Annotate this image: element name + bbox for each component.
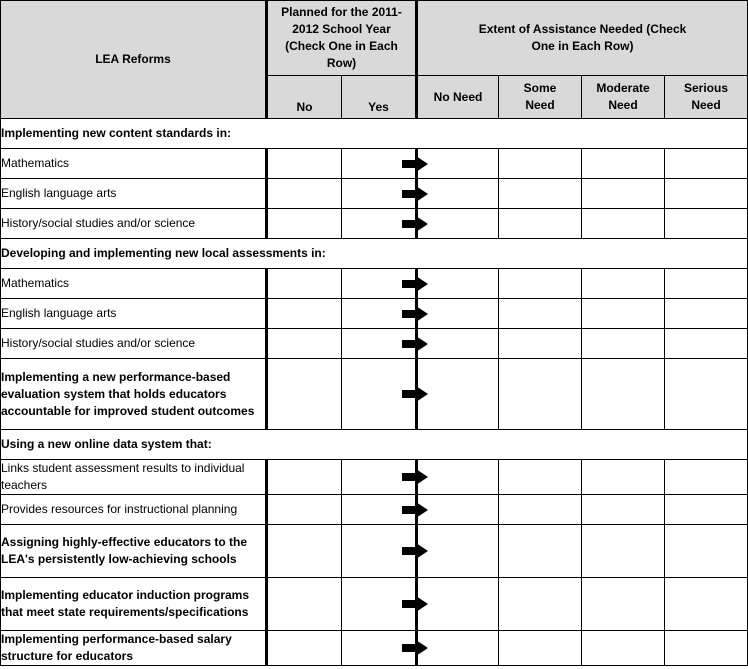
table-row <box>1 329 748 359</box>
yes-checkbox-cell[interactable] <box>342 495 417 525</box>
no-need-cell[interactable] <box>417 525 499 578</box>
reform-label: Implementing performance-based salary structure for educators <box>1 631 267 666</box>
yes-checkbox-cell[interactable] <box>342 209 417 239</box>
no-need-column-header: No Need <box>417 76 499 119</box>
serious-need-cell[interactable] <box>665 269 748 299</box>
table-row <box>1 495 748 525</box>
no-checkbox-cell[interactable] <box>267 359 342 430</box>
table-row <box>1 179 748 209</box>
moderate-need-cell[interactable] <box>582 578 665 631</box>
some-need-cell[interactable] <box>499 578 582 631</box>
yes-checkbox-cell[interactable] <box>342 359 417 430</box>
section-row <box>1 119 748 149</box>
some-need-cell[interactable] <box>499 359 582 430</box>
no-need-cell[interactable] <box>417 495 499 525</box>
serious-need-cell[interactable] <box>665 299 748 329</box>
right-arrow-icon <box>402 469 428 485</box>
right-arrow-icon <box>402 216 428 232</box>
serious-need-cell[interactable] <box>665 495 748 525</box>
serious-need-cell[interactable] <box>665 359 748 430</box>
no-need-cell[interactable] <box>417 209 499 239</box>
moderate-need-cell[interactable] <box>582 495 665 525</box>
some-need-cell[interactable] <box>499 149 582 179</box>
reform-label: Implementing a new performance-based evaluation system that holds educators accountable for improved student outcomes <box>1 359 267 430</box>
serious-need-cell[interactable] <box>665 578 748 631</box>
right-arrow-icon <box>402 640 428 656</box>
moderate-need-cell[interactable] <box>582 631 665 666</box>
no-checkbox-cell[interactable] <box>267 495 342 525</box>
table-row <box>1 269 748 299</box>
table-row <box>1 525 748 578</box>
some-need-cell[interactable] <box>499 209 582 239</box>
right-arrow-icon <box>402 502 428 518</box>
some-need-cell[interactable] <box>499 525 582 578</box>
some-need-cell[interactable] <box>499 269 582 299</box>
table-row <box>1 578 748 631</box>
yes-column-header: Yes <box>342 76 417 119</box>
right-arrow-icon <box>402 276 428 292</box>
yes-checkbox-cell[interactable] <box>342 460 417 495</box>
some-need-cell[interactable] <box>499 631 582 666</box>
right-arrow-icon <box>402 306 428 322</box>
yes-checkbox-cell[interactable] <box>342 149 417 179</box>
table-row <box>1 460 748 495</box>
table-row <box>1 149 748 179</box>
yes-checkbox-cell[interactable] <box>342 269 417 299</box>
moderate-need-cell[interactable] <box>582 209 665 239</box>
yes-checkbox-cell[interactable] <box>342 179 417 209</box>
no-checkbox-cell[interactable] <box>267 525 342 578</box>
serious-need-cell[interactable] <box>665 460 748 495</box>
section-heading: Using a new online data system that: <box>1 430 748 460</box>
reform-label: Links student assessment results to individual teachers <box>1 460 267 495</box>
no-checkbox-cell[interactable] <box>267 269 342 299</box>
serious-need-column-header: Serious Need <box>665 76 748 119</box>
moderate-need-cell[interactable] <box>582 525 665 578</box>
reform-label: Mathematics <box>1 149 267 179</box>
yes-checkbox-cell[interactable] <box>342 525 417 578</box>
no-checkbox-cell[interactable] <box>267 299 342 329</box>
yes-checkbox-cell[interactable] <box>342 578 417 631</box>
no-need-cell[interactable] <box>417 179 499 209</box>
no-checkbox-cell[interactable] <box>267 329 342 359</box>
section-row <box>1 430 748 460</box>
right-arrow-icon <box>402 336 428 352</box>
planned-header: Planned for the 2011-2012 School Year (Check One in Each Row) <box>267 1 417 76</box>
no-checkbox-cell[interactable] <box>267 179 342 209</box>
moderate-need-cell[interactable] <box>582 149 665 179</box>
serious-need-cell[interactable] <box>665 525 748 578</box>
yes-checkbox-cell[interactable] <box>342 631 417 666</box>
serious-need-cell[interactable] <box>665 209 748 239</box>
serious-need-cell[interactable] <box>665 631 748 666</box>
no-need-cell[interactable] <box>417 460 499 495</box>
serious-need-cell[interactable] <box>665 329 748 359</box>
no-checkbox-cell[interactable] <box>267 460 342 495</box>
reform-label: History/social studies and/or science <box>1 329 267 359</box>
section-heading: Implementing new content standards in: <box>1 119 748 149</box>
no-need-cell[interactable] <box>417 299 499 329</box>
reform-label: Provides resources for instructional planning <box>1 495 267 525</box>
moderate-need-cell[interactable] <box>582 179 665 209</box>
reform-label: Assigning highly-effective educators to the LEA's persistently low-achieving schools <box>1 525 267 578</box>
yes-checkbox-cell[interactable] <box>342 299 417 329</box>
some-need-cell[interactable] <box>499 460 582 495</box>
right-arrow-icon <box>402 596 428 612</box>
moderate-need-cell[interactable] <box>582 329 665 359</box>
some-need-cell[interactable] <box>499 329 582 359</box>
moderate-need-cell[interactable] <box>582 269 665 299</box>
some-need-cell[interactable] <box>499 179 582 209</box>
section-heading: Developing and implementing new local assessments in: <box>1 239 748 269</box>
reform-label: Mathematics <box>1 269 267 299</box>
table-row <box>1 299 748 329</box>
no-need-cell[interactable] <box>417 631 499 666</box>
some-need-cell[interactable] <box>499 299 582 329</box>
serious-need-cell[interactable] <box>665 149 748 179</box>
serious-need-cell[interactable] <box>665 179 748 209</box>
no-need-cell[interactable] <box>417 578 499 631</box>
lea-reforms-header: LEA Reforms <box>1 1 267 119</box>
moderate-need-cell[interactable] <box>582 460 665 495</box>
yes-checkbox-cell[interactable] <box>342 329 417 359</box>
some-need-cell[interactable] <box>499 495 582 525</box>
reform-label: History/social studies and/or science <box>1 209 267 239</box>
right-arrow-icon <box>402 386 428 402</box>
reform-label: Implementing educator induction programs that meet state requirements/specifications <box>1 578 267 631</box>
right-arrow-icon <box>402 186 428 202</box>
no-checkbox-cell[interactable] <box>267 631 342 666</box>
table-row <box>1 209 748 239</box>
no-checkbox-cell[interactable] <box>267 149 342 179</box>
right-arrow-icon <box>402 543 428 559</box>
moderate-need-cell[interactable] <box>582 359 665 430</box>
no-column-header: No <box>267 76 342 119</box>
reform-label: English language arts <box>1 179 267 209</box>
right-arrow-icon <box>402 156 428 172</box>
section-row <box>1 239 748 269</box>
no-checkbox-cell[interactable] <box>267 578 342 631</box>
no-checkbox-cell[interactable] <box>267 209 342 239</box>
some-need-column-header: Some Need <box>499 76 582 119</box>
table-row <box>1 631 748 666</box>
extent-header: Extent of Assistance Needed (Check One in Each Row) <box>417 1 748 76</box>
no-need-cell[interactable] <box>417 269 499 299</box>
table-row <box>1 359 748 430</box>
moderate-need-column-header: Moderate Need <box>582 76 665 119</box>
moderate-need-cell[interactable] <box>582 299 665 329</box>
no-need-cell[interactable] <box>417 359 499 430</box>
reform-label: English language arts <box>1 299 267 329</box>
no-need-cell[interactable] <box>417 329 499 359</box>
no-need-cell[interactable] <box>417 149 499 179</box>
